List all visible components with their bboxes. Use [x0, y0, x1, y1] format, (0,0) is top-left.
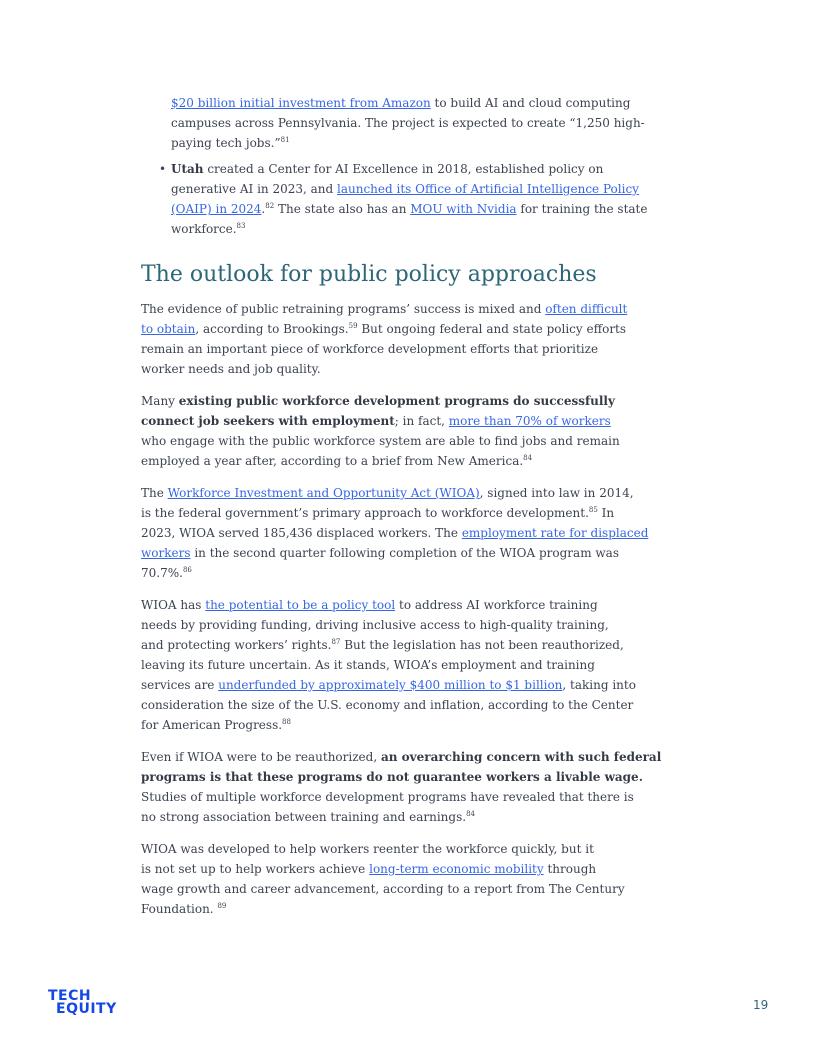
paragraph — [141, 299, 701, 379]
text-run: ; in fact, — [394, 414, 449, 428]
text-run: 70.7%. — [141, 566, 183, 580]
footnote-ref: 84 — [523, 454, 533, 462]
text-run: Many — [141, 394, 179, 408]
inline-link[interactable]: to obtain — [141, 322, 196, 336]
inline-link[interactable]: MOU with Nvidia — [410, 202, 517, 216]
text-run: WIOA was developed to help workers reenter the workforce quickly, but it — [141, 842, 594, 856]
page-content — [141, 93, 701, 931]
text-run: no strong association between training and earnings. — [141, 810, 467, 824]
paragraph — [141, 391, 701, 471]
text-run: who engage with the public workforce system are able to find jobs and remain — [141, 434, 620, 448]
page-number: 19 — [753, 998, 769, 1012]
footnote-ref: 87 — [331, 638, 341, 646]
text-run: consideration the size of the U.S. economy and inflation, according to the Center — [141, 698, 634, 712]
text-run: , taking into — [562, 678, 636, 692]
text-run: is the federal government’s primary approach to workforce development. — [141, 506, 589, 520]
footnote-ref: 85 — [588, 506, 598, 514]
text-run: to address AI workforce training — [395, 598, 598, 612]
footnote-ref: 89 — [217, 902, 227, 910]
bold-text: connect job seekers with employment — [141, 414, 395, 428]
text-run: and protecting workers’ rights. — [141, 638, 332, 652]
bold-text: existing public workforce development programs do successfully — [178, 394, 615, 408]
footnote-ref: 82 — [265, 202, 275, 210]
text-run: remain an important piece of workforce development efforts that prioritize — [141, 342, 599, 356]
text-run: The evidence of public retraining programs’ success is mixed and — [141, 302, 546, 316]
text-run: The — [141, 486, 168, 500]
text-run: . — [261, 202, 266, 216]
inline-link[interactable]: more than 70% of workers — [448, 414, 611, 428]
footnote-ref: 84 — [466, 810, 475, 818]
text-run: through — [543, 862, 597, 876]
text-run: , according to Brookings. — [195, 322, 349, 336]
text-run: Studies of multiple workforce development programs have revealed that there is — [141, 790, 634, 804]
footnote-ref: 88 — [282, 718, 291, 726]
text-run: Foundation. — [141, 902, 218, 916]
paragraph — [141, 595, 701, 735]
text-run: WIOA has — [141, 598, 206, 612]
state-examples-list — [141, 93, 701, 239]
text-run: for training the state — [516, 202, 648, 216]
inline-link[interactable]: underfunded by approximately $400 million to $1 billion — [218, 678, 563, 692]
list-item — [141, 93, 701, 153]
text-run: 2023, WIOA served 185,436 displaced workers. The — [141, 526, 462, 540]
inline-link[interactable]: workers — [141, 546, 191, 560]
text-run: But the legislation has not been reauthorized, — [340, 638, 624, 652]
bold-text: an overarching concern with such federal — [380, 750, 662, 764]
inline-link[interactable]: often difficult — [545, 302, 628, 316]
text-run: Even if WIOA were to be reauthorized, — [141, 750, 381, 764]
footnote-ref: 86 — [182, 566, 192, 574]
body-paragraphs — [141, 299, 701, 919]
text-run: campuses across Pennsylvania. The project is expected to create “1,250 high- — [171, 116, 645, 130]
bold-text: Utah — [171, 162, 204, 176]
bold-text: programs is that these programs do not guarantee workers a livable wage. — [141, 770, 643, 784]
text-run: workforce. — [171, 222, 237, 236]
text-run: services are — [141, 678, 219, 692]
section-heading: The outlook for public policy approaches — [141, 262, 597, 287]
text-run: worker needs and job quality. — [141, 362, 321, 376]
inline-link[interactable]: Workforce Investment and Opportunity Act (WIOA) — [167, 486, 480, 500]
text-run: for American Progress. — [141, 718, 283, 732]
text-run: But ongoing federal and state policy efforts — [357, 322, 627, 336]
footnote-ref: 81 — [280, 136, 290, 144]
techequity-logo — [48, 990, 117, 1016]
text-run: needs by providing funding, driving inclusive access to high-quality training, — [141, 618, 609, 632]
inline-link[interactable]: long-term economic mobility — [369, 862, 544, 876]
list-item — [141, 159, 701, 239]
inline-link[interactable]: launched its Office of Artificial Intelligence Policy — [337, 182, 639, 196]
paragraph — [141, 483, 701, 583]
text-run: , signed into law in 2014, — [479, 486, 634, 500]
text-run: in the second quarter following completion of the WIOA program was — [190, 546, 619, 560]
inline-link[interactable]: $20 billion initial investment from Amazon — [171, 96, 431, 110]
footnote-ref: 59 — [348, 322, 358, 330]
text-run: leaving its future uncertain. As it stands, WIOA’s employment and training — [141, 658, 595, 672]
text-run: In — [597, 506, 615, 520]
paragraph — [141, 839, 701, 919]
footnote-ref: 83 — [236, 222, 246, 230]
paragraph — [141, 747, 701, 827]
text-run: generative AI in 2023, and — [171, 182, 338, 196]
logo-line-1: TECH — [48, 988, 92, 1004]
inline-link[interactable]: employment rate for displaced — [461, 526, 649, 540]
text-run: The state also has an — [274, 202, 411, 216]
text-run: to build AI and cloud computing — [430, 96, 631, 110]
text-run: wage growth and career advancement, according to a report from The Century — [141, 882, 625, 896]
text-run: paying tech jobs.” — [171, 136, 281, 150]
text-run: is not set up to help workers achieve — [141, 862, 370, 876]
inline-link[interactable]: the potential to be a policy tool — [205, 598, 396, 612]
text-run: created a Center for AI Excellence in 2018, established policy on — [203, 162, 604, 176]
logo-line-2: EQUITY — [56, 1001, 117, 1017]
inline-link[interactable]: (OAIP) in 2024 — [171, 202, 262, 216]
text-run: employed a year after, according to a brief from New America. — [141, 454, 524, 468]
